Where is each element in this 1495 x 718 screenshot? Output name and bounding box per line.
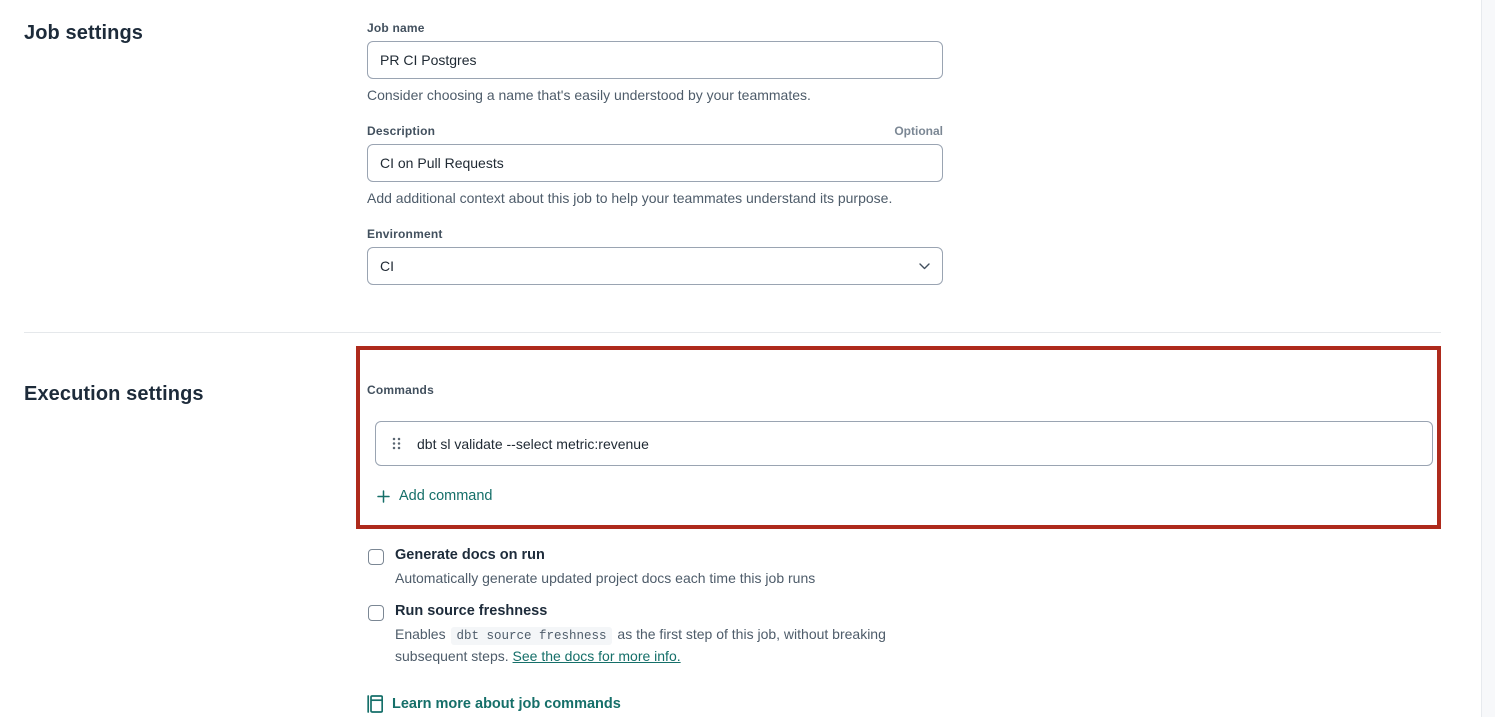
freshness-code-snippet: dbt source freshness [451, 627, 611, 645]
run-options-group [367, 547, 1481, 666]
add-command-button[interactable] [377, 488, 493, 504]
description-helper: Add additional context about this job to help your teammates understand its purpose. [367, 190, 893, 206]
description-optional-tag: Optional [894, 124, 943, 138]
commands-label: Commands [367, 383, 434, 397]
environment-label: Environment [367, 227, 443, 241]
description-input[interactable] [367, 144, 943, 182]
generate-docs-row [367, 547, 1481, 588]
command-row [375, 421, 1433, 466]
run-source-freshness-row [367, 603, 1481, 666]
job-settings-heading: Job settings [24, 22, 143, 44]
generate-docs-label[interactable]: Generate docs on run [395, 546, 545, 563]
environment-select[interactable] [367, 247, 943, 285]
section-divider [24, 332, 1441, 333]
generate-docs-checkbox[interactable] [368, 549, 384, 565]
description-field [367, 124, 943, 206]
job-name-helper: Consider choosing a name that's easily understood by your teammates. [367, 87, 811, 103]
chevron-down-icon [919, 263, 930, 270]
execution-settings-heading: Execution settings [24, 383, 204, 405]
run-source-freshness-label[interactable]: Run source freshness [395, 602, 548, 619]
freshness-desc-prefix: Enables [395, 625, 446, 642]
job-name-label: Job name [367, 21, 425, 35]
description-label: Description [367, 124, 436, 138]
run-source-freshness-checkbox[interactable] [368, 605, 384, 621]
book-icon [367, 695, 383, 713]
freshness-desc-rest: as the first step of this job, without breaking subsequent steps. [395, 625, 886, 664]
environment-select-value: CI [380, 258, 394, 274]
run-source-freshness-description [395, 624, 935, 666]
plus-icon [377, 490, 390, 503]
learn-more-link[interactable] [367, 695, 621, 713]
job-settings-heading-column [24, 21, 367, 285]
job-settings-section [0, 0, 1481, 285]
environment-field [367, 227, 943, 285]
command-input[interactable] [417, 436, 1422, 452]
drag-handle-icon [392, 437, 401, 450]
execution-settings-heading-column [24, 346, 367, 718]
add-command-label: Add command [399, 488, 493, 504]
see-docs-link[interactable]: See the docs for more info. [512, 647, 681, 664]
generate-docs-description: Automatically generate updated project docs each time this job runs [395, 569, 816, 586]
commands-highlight-box [356, 346, 1441, 529]
execution-settings-content [367, 346, 1481, 718]
scrollbar-track[interactable] [1481, 0, 1495, 717]
execution-settings-section [0, 346, 1481, 718]
job-name-field [367, 21, 943, 103]
command-drag-handle[interactable] [386, 433, 407, 454]
job-settings-fields [367, 21, 943, 285]
job-name-input[interactable] [367, 41, 943, 79]
learn-more-label: Learn more about job commands [392, 695, 621, 712]
